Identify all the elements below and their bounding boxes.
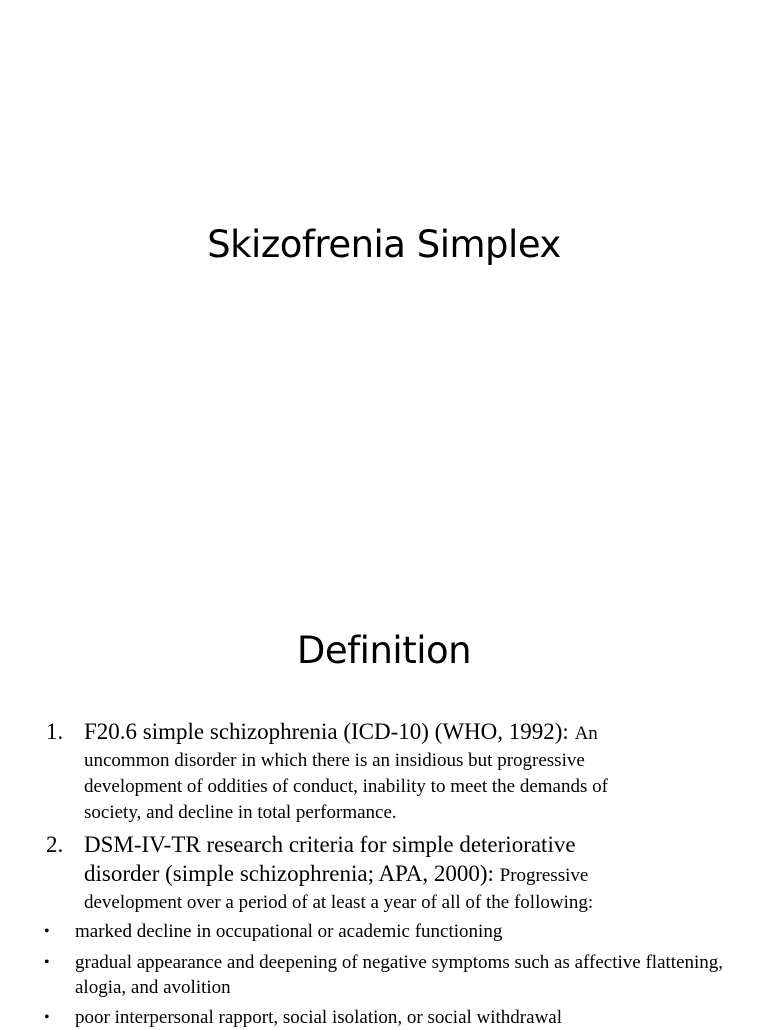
criteria-bullet xyxy=(44,950,744,1000)
item-lead-small-text: Progressive xyxy=(499,865,589,886)
item-lead-line xyxy=(84,717,746,748)
bullet-text: marked decline in occupational or academic functioning xyxy=(75,921,503,942)
bullet-text: gradual appearance and deepening of negative symptoms such as affective flattening, alogia, and avolition xyxy=(75,952,724,998)
item-continuation-line: development of oddities of conduct, inability to meet the demands of xyxy=(84,776,608,797)
item-lead-text: disorder (simple schizophrenia; APA, 2000): xyxy=(84,861,500,886)
item-lead-line: DSM-IV-TR research criteria for simple deteriorative xyxy=(84,832,576,857)
item-continuation-line: development over a period of at least a year of all of the following: xyxy=(84,892,594,913)
definition-item-2 xyxy=(46,830,746,916)
bullet-marker: • xyxy=(44,923,50,940)
criteria-bullet xyxy=(44,919,744,944)
criteria-bullet xyxy=(44,1005,744,1030)
item-number: 1. xyxy=(46,719,64,744)
item-lead-small-text: An xyxy=(574,723,598,744)
item-continuation-line: society, and decline in total performance. xyxy=(84,802,397,823)
item-lead-line xyxy=(84,859,746,890)
item-continuation-line: uncommon disorder in which there is an insidious but progressive xyxy=(84,750,585,771)
bullet-text: poor interpersonal rapport, social isolation, or social withdrawal xyxy=(75,1007,563,1028)
definition-heading: Definition xyxy=(296,629,472,672)
item-number: 2. xyxy=(46,832,64,857)
definition-item-1 xyxy=(46,717,746,826)
bullet-marker: • xyxy=(44,1009,50,1026)
item-lead-text: F20.6 simple schizophrenia (ICD-10) (WHO, 1992): xyxy=(84,719,575,744)
bullet-marker: • xyxy=(44,954,50,971)
slide-title: Skizofrenia Simplex xyxy=(207,223,561,266)
